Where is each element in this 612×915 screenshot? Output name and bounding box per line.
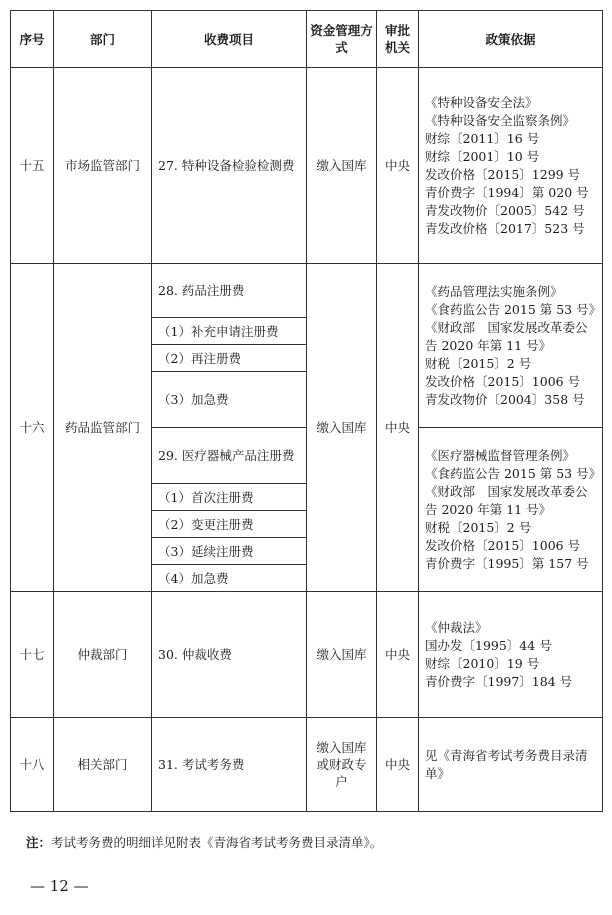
basis-line: 财综〔2010〕19 号 [425, 655, 540, 671]
basis-line: 《药品管理法实施条例》 [425, 283, 563, 299]
basis-line: 《医疗器械监督管理条例》 [425, 447, 576, 463]
table-note [26, 833, 382, 851]
seq-cell: 十八 [11, 718, 54, 812]
header-item: 收费项目 [152, 11, 307, 68]
dept-cell: 市场监管部门 [54, 68, 152, 264]
header-seq: 序号 [11, 11, 54, 68]
seq-cell: 十七 [11, 592, 54, 718]
item-cell: （2）再注册费 [152, 345, 307, 372]
item-cell: 27. 特种设备检验检测费 [152, 68, 307, 264]
basis-line: 《食药监公告 2015 第 53 号》 [425, 301, 602, 317]
fund-cell: 缴入国库或财政专户 [307, 718, 377, 812]
item-cell: （3）延续注册费 [152, 538, 307, 565]
header-approval: 审批机关 [377, 11, 419, 68]
header-fund: 资金管理方式 [307, 11, 377, 68]
item-cell: 30. 仲裁收费 [152, 592, 307, 718]
basis-line: 财税〔2015〕2 号 [425, 519, 532, 535]
fund-cell: 缴入国库 [307, 68, 377, 264]
item-cell: （2）变更注册费 [152, 511, 307, 538]
basis-line: 见《青海省考试考务费目录清单》 [425, 747, 588, 781]
item-cell: 29. 医疗器械产品注册费 [152, 428, 307, 484]
note-text: 考试考务费的明细详见附表《青海省考试考务费目录清单》。 [51, 835, 383, 850]
table-row [11, 68, 603, 264]
dept-cell: 相关部门 [54, 718, 152, 812]
basis-line: 国办发〔1995〕44 号 [425, 637, 552, 653]
page-number: — 12 — [30, 877, 89, 895]
header-basis: 政策依据 [419, 11, 603, 68]
dept-cell: 仲裁部门 [54, 592, 152, 718]
basis-line: 青价费字〔1995〕第 157 号 [425, 555, 589, 571]
basis-cell [419, 718, 603, 812]
approval-cell: 中央 [377, 264, 419, 592]
item-cell: 31. 考试考务费 [152, 718, 307, 812]
item-cell: （3）加急费 [152, 372, 307, 428]
table-row [11, 592, 603, 718]
header-dept: 部门 [54, 11, 152, 68]
basis-line: 青发改价格〔2017〕523 号 [425, 220, 585, 236]
item-cell: （1）补充申请注册费 [152, 318, 307, 345]
seq-cell: 十六 [11, 264, 54, 592]
basis-cell [419, 592, 603, 718]
basis-line: 财综〔2001〕10 号 [425, 148, 540, 164]
approval-cell: 中央 [377, 592, 419, 718]
item-cell: 28. 药品注册费 [152, 264, 307, 318]
header-row [11, 11, 603, 68]
fund-cell: 缴入国库 [307, 592, 377, 718]
item-cell: （4）加急费 [152, 565, 307, 592]
table-row [11, 264, 603, 318]
basis-line: 发改价格〔2015〕1299 号 [425, 166, 581, 182]
basis-line: 发改价格〔2015〕1006 号 [425, 373, 581, 389]
basis-cell [419, 68, 603, 264]
seq-cell: 十五 [11, 68, 54, 264]
approval-cell: 中央 [377, 718, 419, 812]
basis-line: 青发改物价〔2004〕358 号 [425, 391, 585, 407]
dept-cell: 药品监管部门 [54, 264, 152, 592]
approval-cell: 中央 [377, 68, 419, 264]
basis-line: 发改价格〔2015〕1006 号 [425, 537, 581, 553]
basis-line: 《食药监公告 2015 第 53 号》 [425, 465, 602, 481]
basis-cell [419, 428, 603, 592]
basis-line: 财税〔2015〕2 号 [425, 355, 532, 371]
table-row [11, 718, 603, 812]
fund-cell: 缴入国库 [307, 264, 377, 592]
basis-line: 《财政部 国家发展改革委公告 2020 年第 11 号》 [425, 319, 588, 353]
basis-line: 《特种设备安全法》 [425, 94, 538, 110]
item-cell: （1）首次注册费 [152, 484, 307, 511]
basis-line: 青价费字〔1994〕第 020 号 [425, 184, 589, 200]
basis-line: 青价费字〔1997〕184 号 [425, 673, 573, 689]
basis-line: 《仲裁法》 [425, 619, 488, 635]
basis-line: 《财政部 国家发展改革委公告 2020 年第 11 号》 [425, 483, 588, 517]
basis-line: 青发改物价〔2005〕542 号 [425, 202, 585, 218]
fee-table [10, 10, 603, 812]
basis-cell [419, 264, 603, 428]
basis-line: 《特种设备安全监察条例》 [425, 112, 576, 128]
note-label: 注： [26, 835, 52, 850]
basis-line: 财综〔2011〕16 号 [425, 130, 540, 146]
